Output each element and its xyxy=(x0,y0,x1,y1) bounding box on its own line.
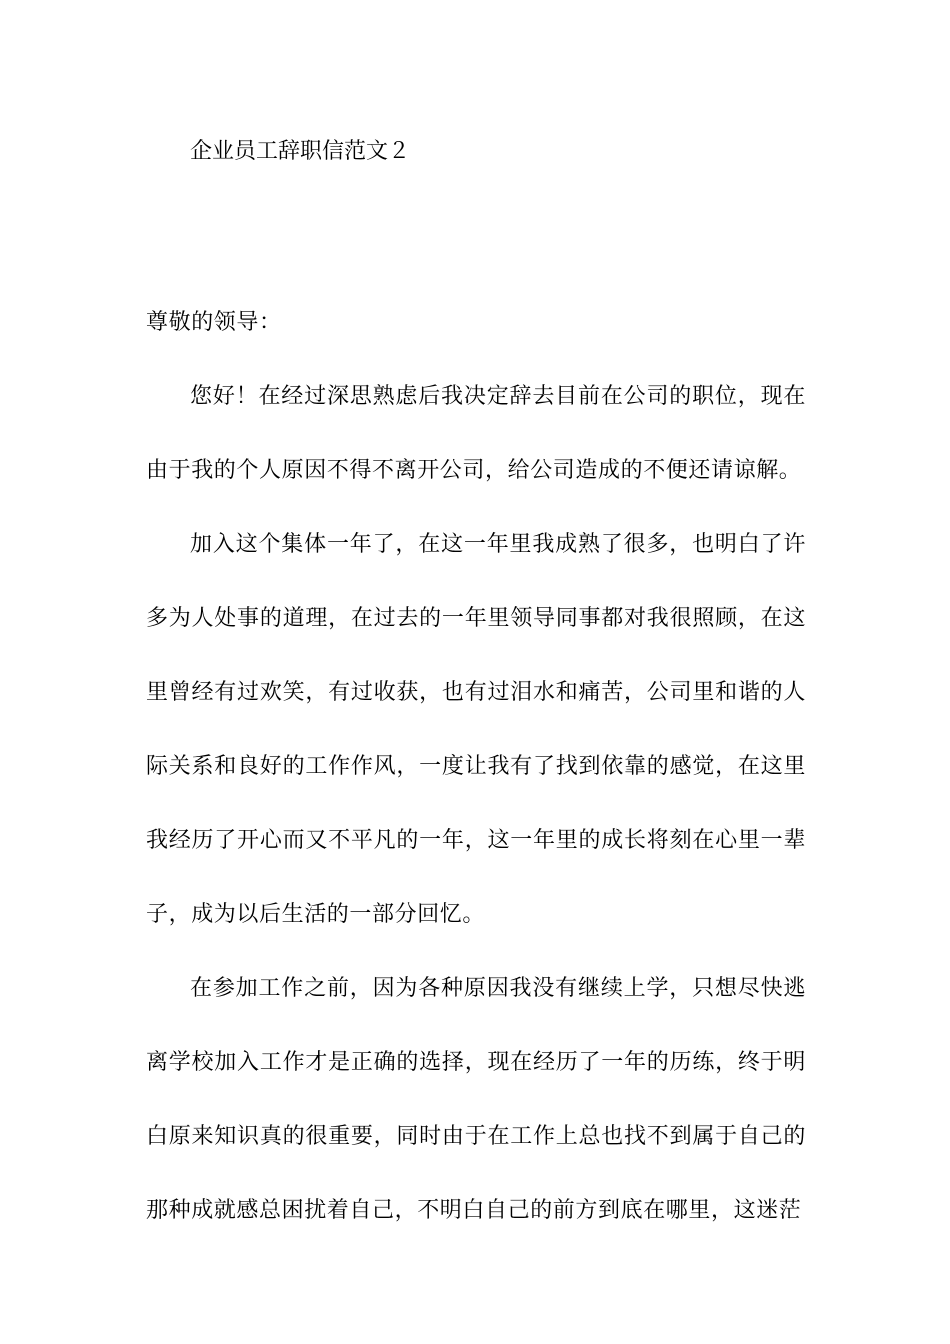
document-body xyxy=(146,286,806,1248)
salutation: 尊敬的领导： xyxy=(146,310,282,335)
document-title: 企业员工辞职信范文２ xyxy=(190,139,411,164)
paragraph-3: 在参加工作之前，因为各种原因我没有继续上学，只想尽快逃离学校加入工作才是正确的选择，现在经历了一年的历练，终于明白原来知识真的很重要，同时由于在工作上总也找不到属于自己的那种成就感总困扰着自己，不明白自己的前方到底在哪里，这迷茫 xyxy=(146,976,806,1223)
paragraph-1: 您好！在经过深思熟虑后我决定辞去目前在公司的职位，现在由于我的个人原因不得不离开公司，给公司造成的不便还请谅解。 xyxy=(146,384,806,483)
paragraph-2: 加入这个集体一年了，在这一年里我成熟了很多，也明白了许多为人处事的道理，在过去的一年里领导同事都对我很照顾，在这里曾经有过欢笑，有过收获，也有过泪水和痛苦，公司里和谐的人际关系和良好的工作作风，一度让我有了找到依靠的感觉，在这里我经历了开心而又不平凡的一年，这一年里的成长将刻在心里一辈子，成为以后生活的一部分回忆。 xyxy=(146,532,806,927)
